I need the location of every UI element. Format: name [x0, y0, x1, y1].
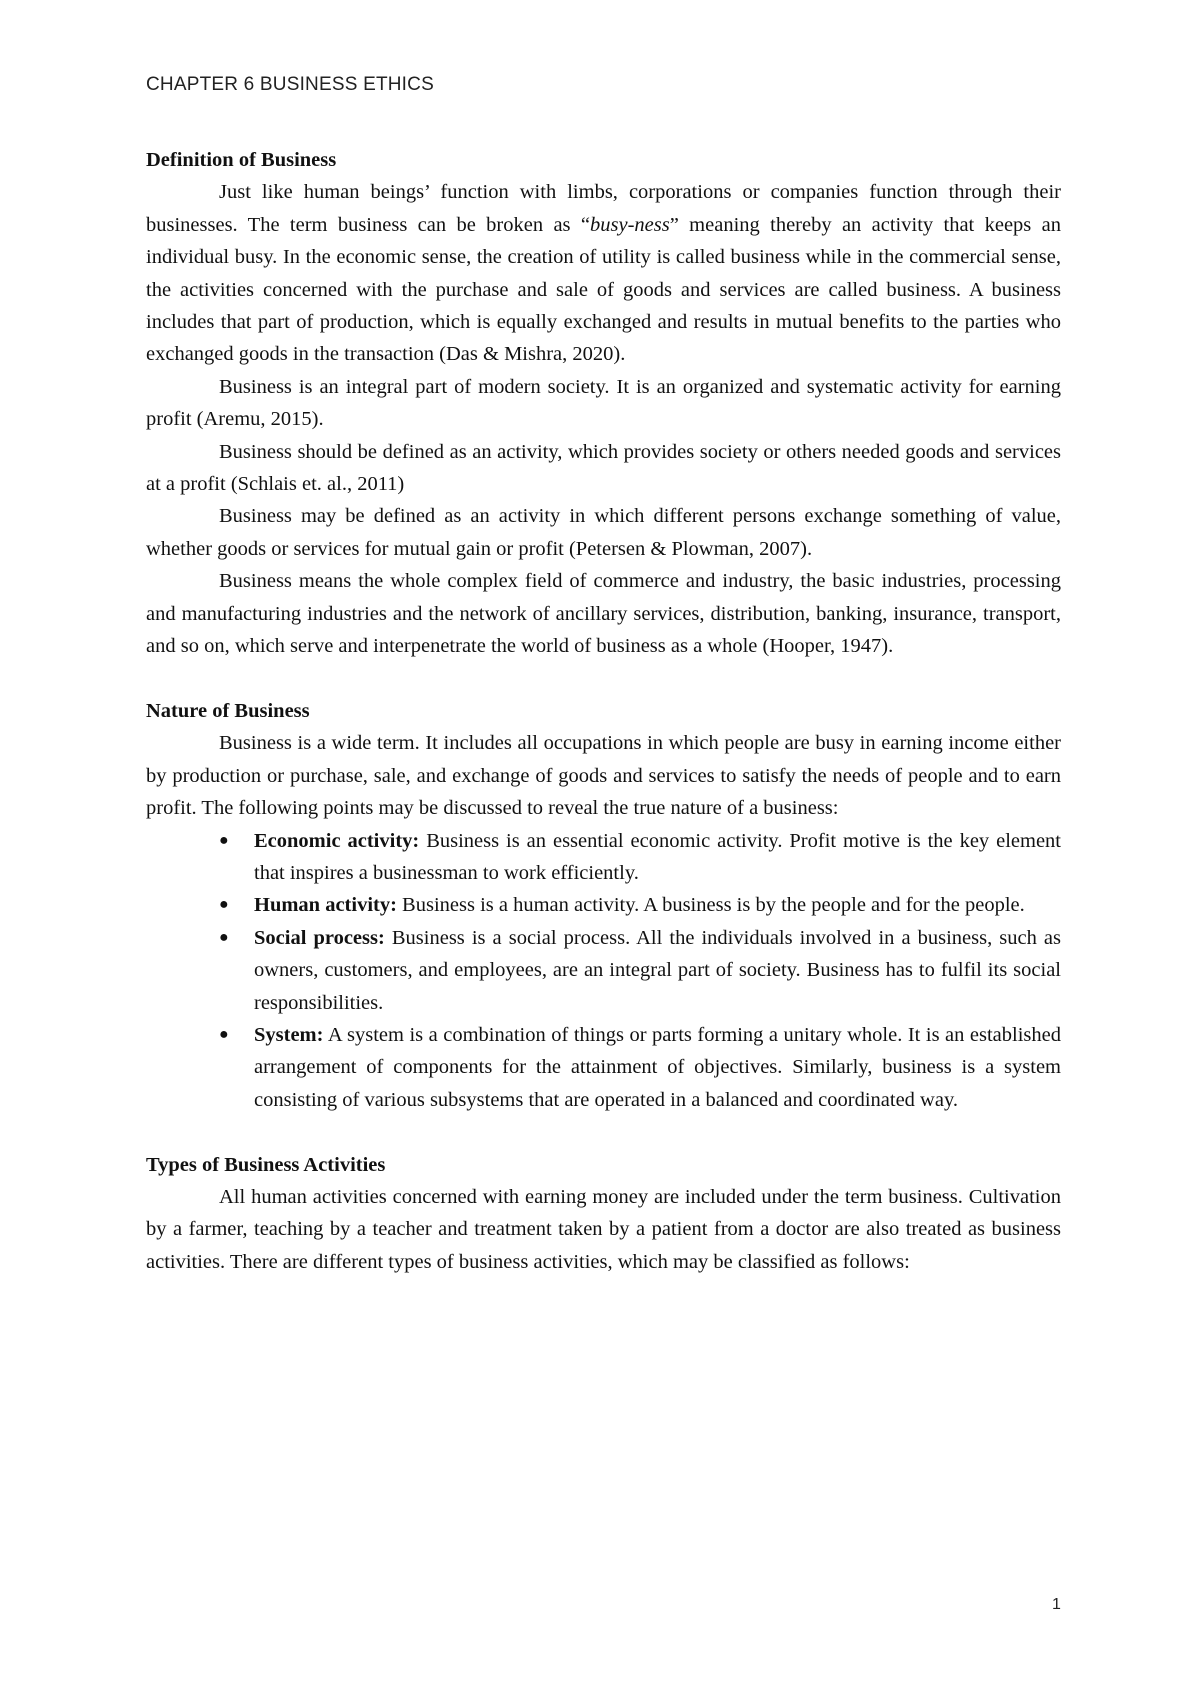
list-item — [219, 1019, 1061, 1116]
section-heading-types: Types of Business Activities — [146, 1153, 386, 1176]
paragraph: Business may be defined as an activity in which different persons exchange something of value, whether goods or services for mutual gain or profit (Petersen & Plowman, 2007). — [146, 505, 1061, 560]
paragraph-text: Just like human beings’ function with limbs, corporations or companies function through their businesses. The term business can be broken as “ — [146, 181, 1061, 236]
bullet-icon: ● — [219, 831, 229, 849]
list-item — [219, 825, 1062, 890]
list-item-term: Social process: — [254, 926, 385, 949]
list-item-text: A system is a combination of things or parts forming a unitary whole. It is an established arrangement of components for the attainment of objectives. Similarly, business is a system consisting of various subsystems that are operated in a balanced and coordinated way. — [254, 1023, 1061, 1111]
bullet-icon: ● — [219, 928, 229, 946]
list-item-term: Economic activity: — [254, 829, 420, 852]
paragraph-text: ” meaning thereby an activity that keeps an individual busy. In the economic sense, the creation of utility is called business while in the commercial sense, the activities concerned with the purchase and sale of goods and services are called business. A business includes that part of production, which is equally exchanged and results in mutual benefits to the parties who exchanged goods in the transaction (Das & Mishra, 2020). — [146, 213, 1061, 366]
bullet-list — [146, 825, 1061, 1117]
list-item — [219, 922, 1061, 1019]
section-definition — [146, 144, 1061, 663]
list-item-term: System: — [254, 1023, 324, 1046]
list-item-term: Human activity: — [254, 894, 397, 917]
list-item — [219, 889, 1061, 921]
list-item-text: Business is a human activity. A business is by the people and for the people. — [396, 894, 1025, 917]
section-nature — [146, 695, 1061, 1116]
paragraph: Business is a wide term. It includes all occupations in which people are busy in earning income either by production or purchase, sale, and exchange of goods and services to satisfy the needs of people and to earn profit. The following points may be discussed to reveal the true nature of a business: — [146, 732, 1061, 820]
section-spacer — [146, 663, 1061, 695]
paragraph: Business is an integral part of modern society. It is an organized and systematic activity for earning profit (Aremu, 2015). — [146, 375, 1061, 431]
bullet-icon: ● — [219, 1025, 229, 1043]
paragraph: All human activities concerned with earning money are included under the term business. Cultivation by a farmer, teaching by a teacher and treatment taken by a patient from a doctor are also treated as business activities. There are different types of business activities, which may be classified as follows: — [146, 1185, 1061, 1273]
paragraph: Business should be defined as an activity, which provides society or others needed goods and services at a profit (Schlais et. al., 2011) — [146, 440, 1061, 496]
list-item-text: Business is a social process. All the individuals involved in a business, such as owners, customers, and employees, are an integral part of society. Business has to fulfil its social responsibilities. — [254, 926, 1061, 1014]
section-spacer — [146, 1116, 1061, 1148]
page-number: 1 — [1052, 1596, 1061, 1613]
list-item-text: Business is an essential economic activity. Profit motive is the key element that inspires a businessman to work efficiently. — [254, 829, 1062, 884]
italic-term: busy-ness — [590, 213, 670, 236]
section-heading-definition: Definition of Business — [146, 149, 337, 171]
section-types — [146, 1149, 1061, 1279]
bullet-icon: ● — [219, 896, 229, 914]
paragraph: Business means the whole complex field of commerce and industry, the basic industries, processing and manufacturing industries and the network of ancillary services, distribution, banking, insurance, transport, and so on, which serve and interpenetrate the world of business as a whole (Hooper, 1947). — [146, 570, 1061, 658]
paragraph — [146, 176, 1061, 370]
chapter-header: CHAPTER 6 BUSINESS ETHICS — [146, 74, 434, 95]
document-body — [146, 144, 1061, 1278]
section-heading-nature: Nature of Business — [146, 699, 310, 722]
